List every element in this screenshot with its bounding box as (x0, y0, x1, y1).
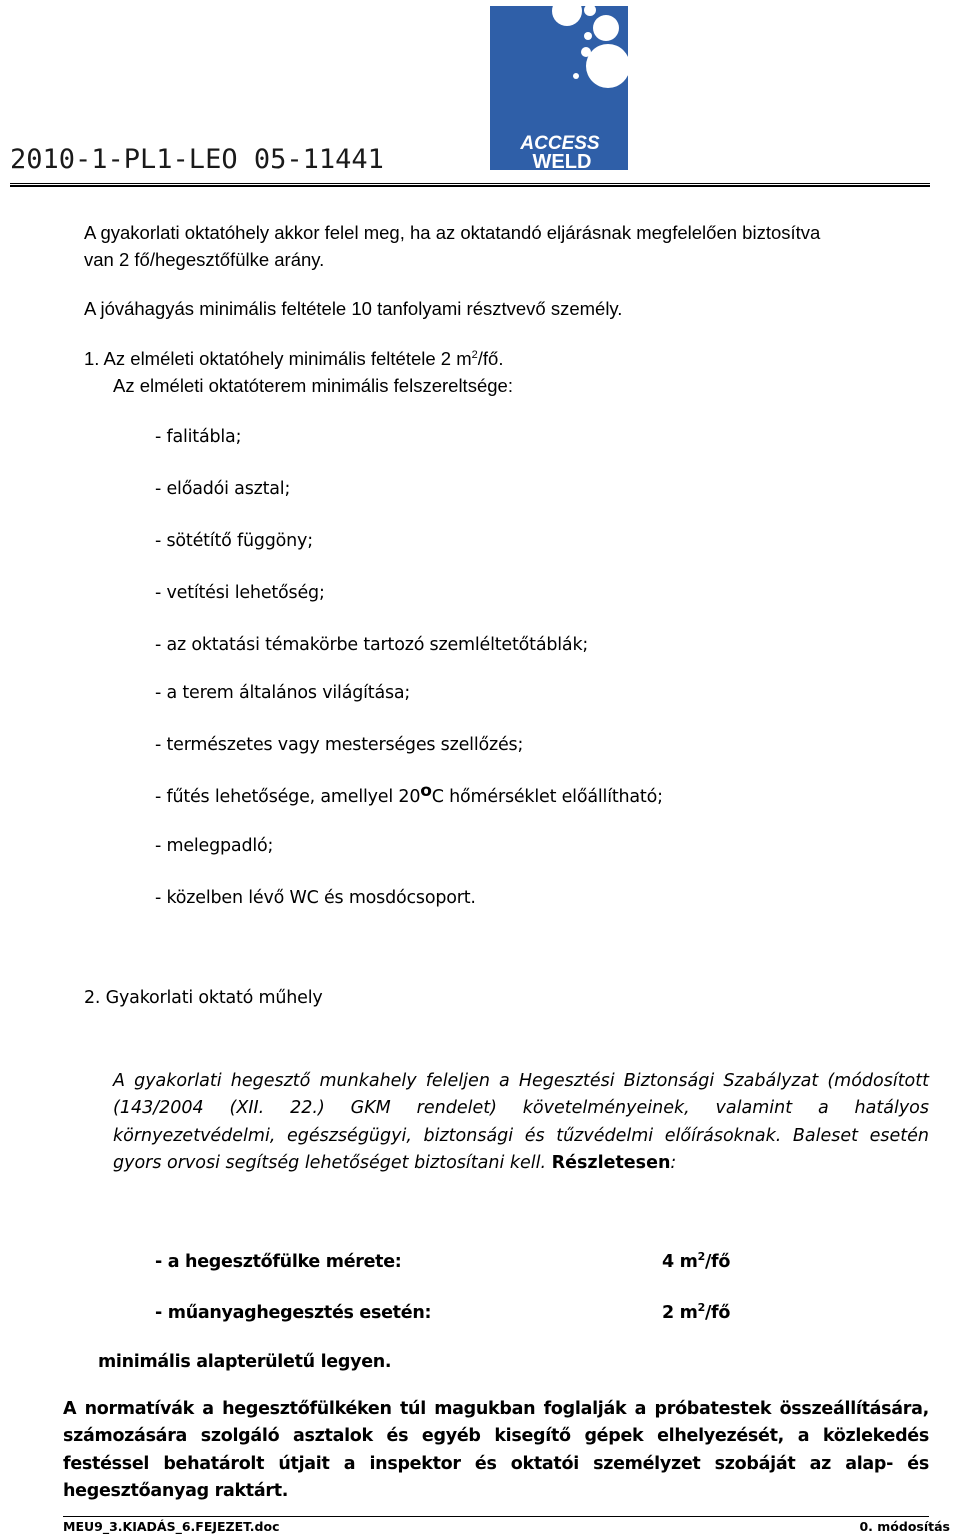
list-item: - vetítési lehetőség; (155, 583, 325, 603)
list-item: - falitábla; (155, 427, 242, 447)
equipment-heading: Az elméleti oktatóterem minimális felszereltsége: (113, 375, 513, 396)
footer-revision: 0. módosítás (859, 1519, 950, 1534)
list-item: - a terem általános világítása; (155, 683, 411, 703)
list-item: - melegpadló; (155, 836, 274, 856)
booth-size-value: 4 $m^2/fő$ (662, 1250, 731, 1272)
list-item: - sötétítő függöny; (155, 531, 313, 551)
section-2-heading: 2. Gyakorlati oktató műhely (84, 988, 323, 1008)
list-item: - az oktatási témakörbe tartozó szemléltetőtáblák; (155, 635, 589, 655)
section-1-heading: 1. Az elméleti oktatóhely minimális feltétele 2 $m^2/fő$. (84, 348, 504, 369)
intro-line-1: A gyakorlati oktatóhely akkor felel meg, ha az oktatandó eljárásnak megfelelően biztosítva (84, 222, 821, 243)
access-weld-logo (490, 6, 628, 170)
final-paragraph: A normatívák a hegesztőfülkéken túl magukban foglalják a próbatestek összeállítására, számozására szolgáló asztalok és egyéb kisegítő gépek elhelyezését, a közlekedés festéssel behatárolt útjait a inspektor és oktatói személyzet szobáját az alap- és hegesztőanyag raktárt. (63, 1399, 929, 1501)
plastic-welding-label: - műanyaghegesztés esetén: (155, 1303, 432, 1323)
list-item-heating: - fűtés lehetősége, amellyel 20oC hőmérséklet előállítható; (155, 781, 663, 807)
intro-approval: A jóváhagyás minimális feltétele 10 tanfolyami résztvevő személy. (84, 298, 623, 319)
document-code: 2010-1-PL1-LEO 05-11441 (10, 144, 384, 175)
list-item: - előadói asztal; (155, 479, 291, 499)
logo-text-weld: WELD (532, 151, 592, 170)
booth-size-label: - a hegesztőfülke mérete: (155, 1252, 402, 1272)
list-item: - közelben lévő WC és mosdócsoport. (155, 888, 476, 908)
section-2-paragraph: A gyakorlati hegesztő munkahely feleljen a Hegesztési Biztonsági Szabályzat (módosított (143/2004 (XII. 22.) GKM rendelet) követelményeinek, valamint a hatályos környezetvédelmi, egészségügyi, biztonsági és tűzvédelmi előírásoknak. Baleset esetén gyors orvosi segítség lehetőséget biztosítani kell. Részletesen: (113, 1071, 929, 1173)
logo-text-access: ACCESS (520, 133, 600, 154)
plastic-welding-value: 2 $m^2/fő$ (662, 1301, 731, 1323)
header-rule (10, 183, 930, 187)
footer-filename: MEU9_3.KIADÁS_6.FEJEZET.doc (63, 1519, 280, 1534)
footer-rule (63, 1516, 929, 1517)
intro-line-2: van 2 fő/hegesztőfülke arány. (84, 249, 325, 270)
minimal-area-text: minimális alapterületű legyen. (98, 1352, 392, 1372)
list-item: - természetes vagy mesterséges szellőzés; (155, 735, 524, 755)
